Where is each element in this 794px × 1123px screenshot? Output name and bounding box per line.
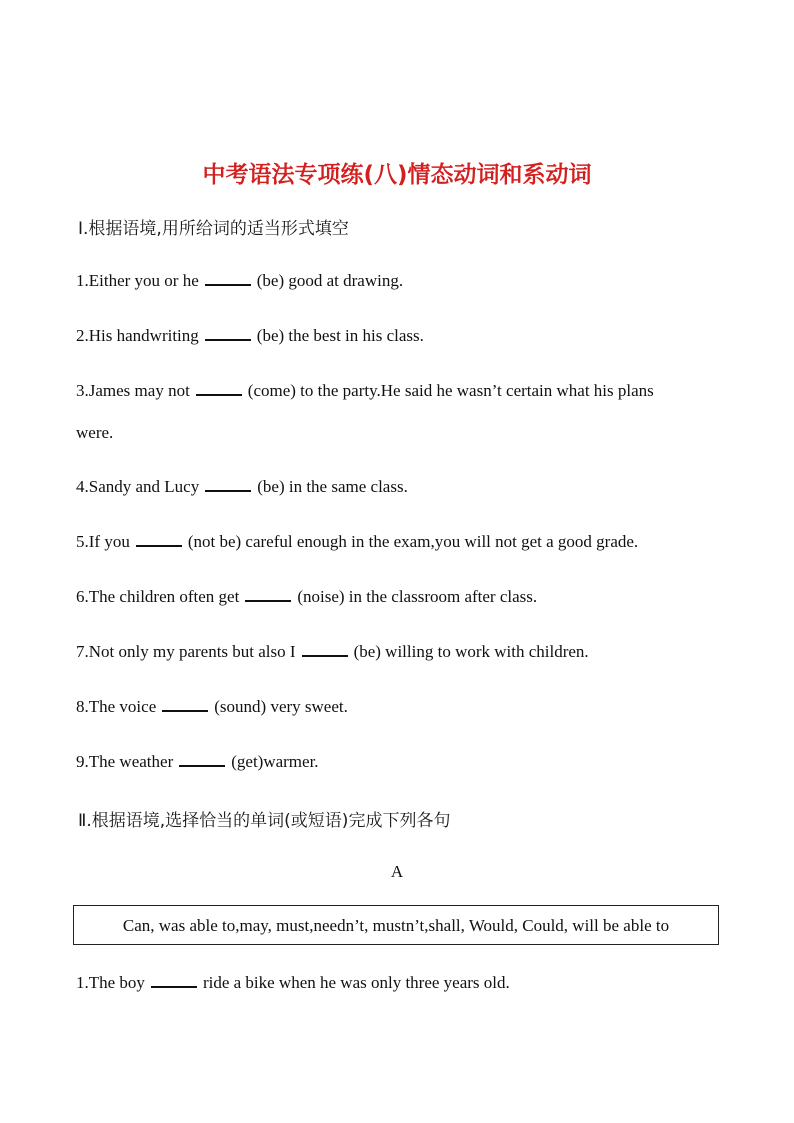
exercise-item-1 [76,260,716,301]
item-text-after: (be) in the same class. [257,477,408,496]
item-text-before: 3.James may not [76,381,190,400]
exercise-item-6 [76,576,716,617]
answer-blank[interactable] [205,270,251,286]
exercise-item-4 [76,466,716,507]
answer-blank[interactable] [302,641,348,657]
item-text-before: 2.His handwriting [76,326,199,345]
answer-blank[interactable] [179,751,225,767]
item-text-after: (be) willing to work with children. [353,642,589,661]
item-text-after: (sound) very sweet. [214,697,348,716]
item-text-after: ride a bike when he was only three years old. [202,973,510,992]
item-text-after: (come) to the party.He said he wasn’t certain what his plans [247,381,654,400]
answer-blank[interactable] [151,972,197,988]
item-text-before: 6.The children often get [76,587,240,606]
exercise-item-3 [76,370,716,411]
part-label: A [390,862,404,881]
item-text-before: 7.Not only my parents but also I [76,642,296,661]
page-title: 中考语法专项练(八)情态动词和系动词 [202,162,592,188]
answer-blank[interactable] [196,380,242,396]
section-2-heading: Ⅱ.根据语境,选择恰当的单词(或短语)完成下列各句 [78,811,451,831]
exercise-item-8 [76,686,716,727]
answer-blank[interactable] [205,476,251,492]
exercise-item-7 [76,631,716,672]
item-text-before: 8.The voice [76,697,157,716]
section-1-heading: Ⅰ.根据语境,用所给词的适当形式填空 [78,219,349,239]
item-text-before: 4.Sandy and Lucy [76,477,200,496]
item-text-after: (be) good at drawing. [256,271,404,290]
exercise-item-2 [76,315,716,356]
item-text-before: 1.The boy [76,973,145,992]
answer-blank[interactable] [205,325,251,341]
word-bank-box: Can, was able to,may, must,needn’t, mustn’t,shall, Would, Could, will be able to [73,905,719,945]
item-text-before: 5.If you [76,532,130,551]
answer-blank[interactable] [162,696,208,712]
answer-blank[interactable] [245,586,291,602]
item-text-before: 9.The weather [76,752,174,771]
item-text-after: (not be) careful enough in the exam,you will not get a good grade. [187,532,639,551]
item-text-after: (be) the best in his class. [256,326,424,345]
exercise-item-s2-1 [76,962,716,1003]
exercise-item-9 [76,741,716,782]
item-text-before: 1.Either you or he [76,271,199,290]
answer-blank[interactable] [136,531,182,547]
exercise-item-3-continuation: were. [76,423,114,442]
exercise-item-5 [76,521,716,562]
item-text-after: (noise) in the classroom after class. [297,587,538,606]
item-text-after: (get)warmer. [231,752,319,771]
